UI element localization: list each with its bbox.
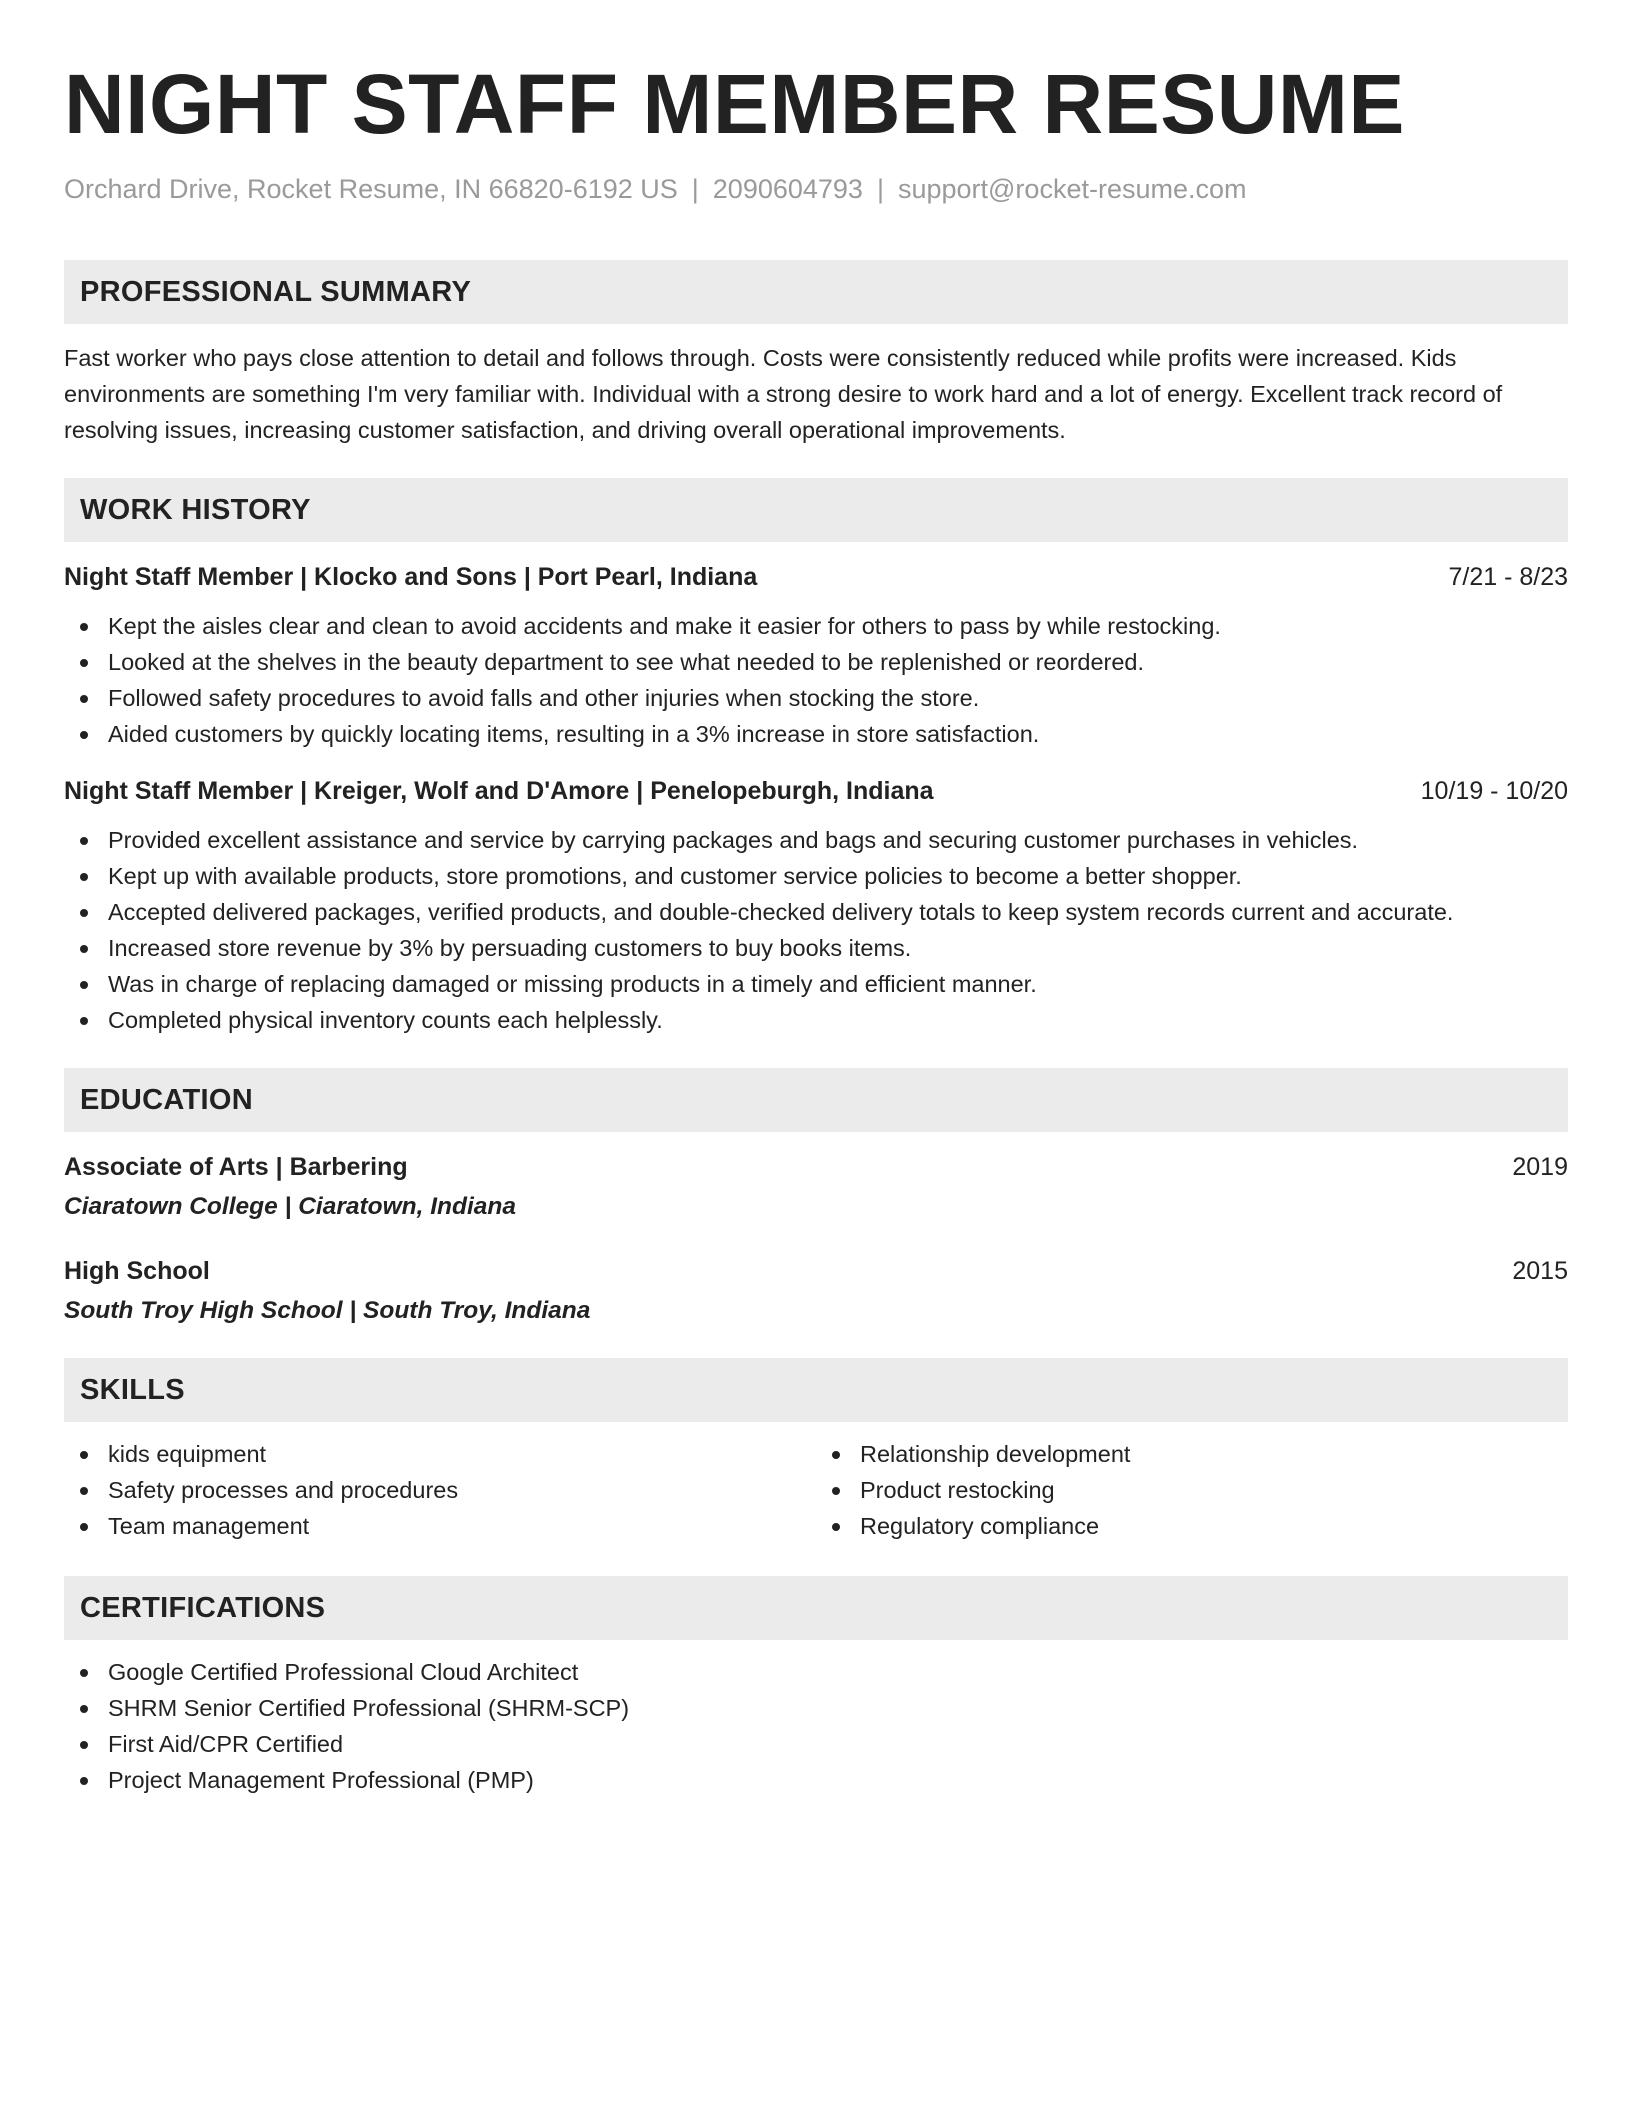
job-dates: 10/19 - 10/20	[1420, 777, 1568, 805]
job-bullets	[64, 608, 1568, 752]
skills-column-right	[816, 1436, 1568, 1544]
contact-separator: |	[876, 174, 884, 204]
section-heading-education: EDUCATION	[64, 1068, 1568, 1132]
education-school: Ciaratown College | Ciaratown, Indiana	[64, 1193, 517, 1220]
job-entry	[64, 774, 1568, 1038]
list-item: First Aid/CPR Certified	[64, 1726, 1568, 1762]
summary-text: Fast worker who pays close attention to detail and follows through. Costs were consistently reduced while profits were increased. Kids environments are something I'm very familiar with. Individual with a strong desire to work hard and a lot of energy. Excellent track record of resolving issues, increasing customer satisfaction, and driving overall operational improvements.	[64, 345, 1503, 443]
job-entry	[64, 560, 1568, 752]
list-item: Relationship development	[816, 1436, 1568, 1472]
job-bullets	[64, 822, 1568, 1038]
education-entry	[64, 1150, 1568, 1224]
certifications-list	[64, 1654, 1568, 1798]
skills-list	[816, 1436, 1568, 1544]
section-heading-summary: PROFESSIONAL SUMMARY	[64, 260, 1568, 324]
list-item: Safety processes and procedures	[64, 1472, 816, 1508]
contact-line	[64, 172, 1568, 206]
contact-separator: |	[691, 174, 699, 204]
education-entry	[64, 1254, 1568, 1328]
list-item: Looked at the shelves in the beauty department to see what needed to be replenished or reordered.	[64, 644, 1568, 680]
section-heading-certifications: CERTIFICATIONS	[64, 1576, 1568, 1640]
job-header	[64, 774, 1568, 808]
education-year: 2019	[1512, 1153, 1568, 1181]
education-year: 2015	[1512, 1257, 1568, 1285]
list-item: Provided excellent assistance and service by carrying packages and bags and securing customer purchases in vehicles.	[64, 822, 1568, 858]
list-item: Kept up with available products, store promotions, and customer service policies to become a better shopper.	[64, 858, 1568, 894]
education-degree: High School	[64, 1257, 210, 1285]
list-item: Was in charge of replacing damaged or missing products in a timely and efficient manner.	[64, 966, 1568, 1002]
job-title: Night Staff Member | Klocko and Sons | Port Pearl, Indiana	[64, 563, 758, 591]
list-item: Followed safety procedures to avoid falls and other injuries when stocking the store.	[64, 680, 1568, 716]
skills-column-left	[64, 1436, 816, 1544]
contact-address: Orchard Drive, Rocket Resume, IN 66820-6192 US	[64, 174, 678, 204]
contact-email[interactable]: support@rocket-resume.com	[897, 174, 1247, 204]
list-item: Completed physical inventory counts each helplessly.	[64, 1002, 1568, 1038]
list-item: Accepted delivered packages, verified products, and double-checked delivery totals to keep system records current and accurate.	[64, 894, 1568, 930]
list-item: Project Management Professional (PMP)	[64, 1762, 1568, 1798]
skills-grid	[64, 1436, 1568, 1544]
education-degree: Associate of Arts | Barbering	[64, 1153, 408, 1181]
page-title: NIGHT STAFF MEMBER RESUME	[64, 57, 1405, 151]
job-header	[64, 560, 1568, 594]
education-header	[64, 1150, 1568, 1184]
list-item: kids equipment	[64, 1436, 816, 1472]
job-dates: 7/21 - 8/23	[1448, 563, 1568, 591]
list-item: Product restocking	[816, 1472, 1568, 1508]
list-item: Google Certified Professional Cloud Architect	[64, 1654, 1568, 1690]
section-heading-work-history: WORK HISTORY	[64, 478, 1568, 542]
list-item: Kept the aisles clear and clean to avoid accidents and make it easier for others to pass by while restocking.	[64, 608, 1568, 644]
education-header	[64, 1254, 1568, 1288]
list-item: Regulatory compliance	[816, 1508, 1568, 1544]
education-school: South Troy High School | South Troy, Indiana	[64, 1297, 591, 1324]
list-item: Increased store revenue by 3% by persuading customers to buy books items.	[64, 930, 1568, 966]
contact-phone: 2090604793	[712, 174, 863, 204]
list-item: Aided customers by quickly locating items, resulting in a 3% increase in store satisfaction.	[64, 716, 1568, 752]
list-item: SHRM Senior Certified Professional (SHRM-SCP)	[64, 1690, 1568, 1726]
skills-list	[64, 1436, 816, 1544]
list-item: Team management	[64, 1508, 816, 1544]
job-title: Night Staff Member | Kreiger, Wolf and D'Amore | Penelopeburgh, Indiana	[64, 777, 934, 805]
section-heading-skills: SKILLS	[64, 1358, 1568, 1422]
